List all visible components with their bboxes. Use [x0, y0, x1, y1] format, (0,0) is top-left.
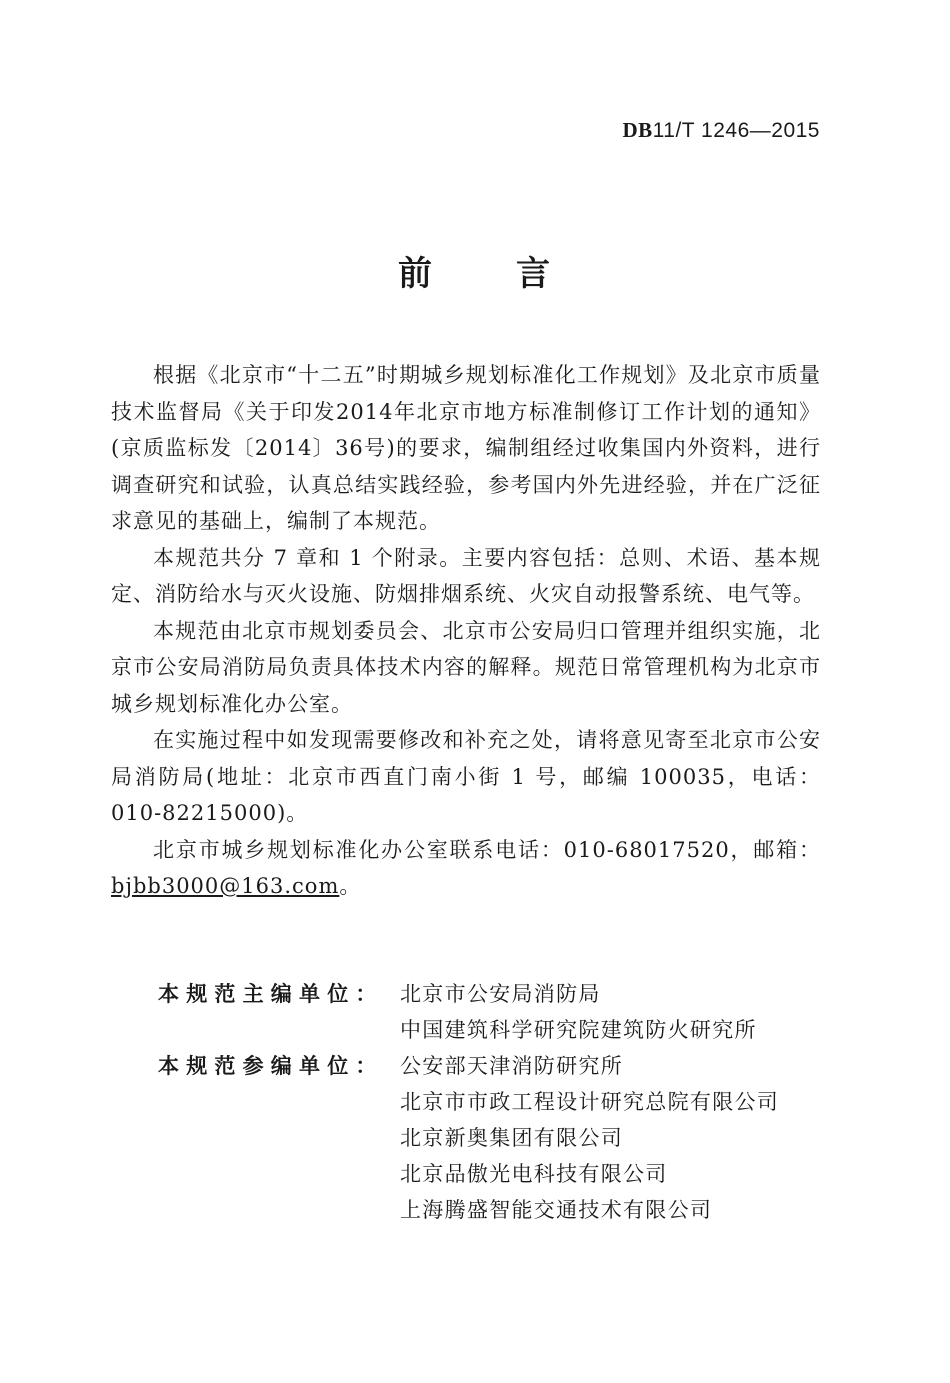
preface-paragraph-contact	[111, 832, 821, 905]
participating-editor-list	[400, 1048, 779, 1228]
chief-editor-unit: 北京市公安局消防局	[400, 982, 601, 1006]
chief-editor-row	[158, 976, 779, 1048]
participating-editor-unit: 公安部天津消防研究所	[400, 1054, 623, 1078]
chief-editor-label: 本规范主编单位：	[158, 982, 384, 1006]
participating-editor-row	[158, 1048, 779, 1228]
standard-code	[622, 118, 820, 143]
chief-editor-list	[400, 976, 757, 1048]
editor-units	[158, 976, 779, 1228]
chief-editor-unit: 中国建筑科学研究院建筑防火研究所	[400, 1018, 757, 1042]
preface-paragraph-contents: 本规范共分 7 章和 1 个附录。主要内容包括：总则、术语、基本规定、消防给水与灭火设施、防烟排烟系统、火灾自动报警系统、电气等。	[111, 545, 821, 606]
page-title-char-1: 前	[398, 254, 434, 294]
preface-body	[111, 357, 821, 905]
participating-editor-unit: 上海腾盛智能交通技术有限公司	[400, 1198, 713, 1222]
preface-paragraph-basis: 根据《北京市“十二五”时期城乡规划标准化工作规划》及北京市质量技术监督局《关于印发2014年北京市地方标准制修订工作计划的通知》(京质监标发〔2014〕36号)的要求，编制组经过收集国内外资料，进行调查研究和试验，认真总结实践经验，参考国内外先进经验，并在广泛征求意见的基础上，编制了本规范。	[111, 363, 821, 533]
contact-text: 北京市城乡规划标准化办公室联系电话：010-68017520，邮箱：	[153, 837, 821, 862]
participating-editor-unit: 北京新奥集团有限公司	[400, 1126, 623, 1150]
participating-editor-label: 本规范参编单位：	[158, 1054, 384, 1078]
standard-code-prefix: DB	[622, 118, 653, 142]
preface-paragraph-feedback: 在实施过程中如发现需要修改和补充之处，请将意见寄至北京市公安局消防局(地址：北京市西直门南小街 1 号，邮编 100035，电话：010-82215000)。	[111, 728, 821, 825]
contact-email-link[interactable]: bjbb3000@163.com	[111, 874, 340, 898]
standard-code-number: 11/T 1246—2015	[652, 119, 820, 142]
participating-editor-unit: 北京品傲光电科技有限公司	[400, 1162, 668, 1186]
contact-end: 。	[339, 874, 362, 898]
preface-paragraph-management: 本规范由北京市规划委员会、北京市公安局归口管理并组织实施，北京市公安局消防局负责具体技术内容的解释。规范日常管理机构为北京市城乡规划标准化办公室。	[111, 618, 821, 716]
page-title	[0, 246, 950, 295]
page-title-char-2: 言	[516, 254, 552, 294]
participating-editor-unit: 北京市市政工程设计研究总院有限公司	[400, 1090, 780, 1114]
